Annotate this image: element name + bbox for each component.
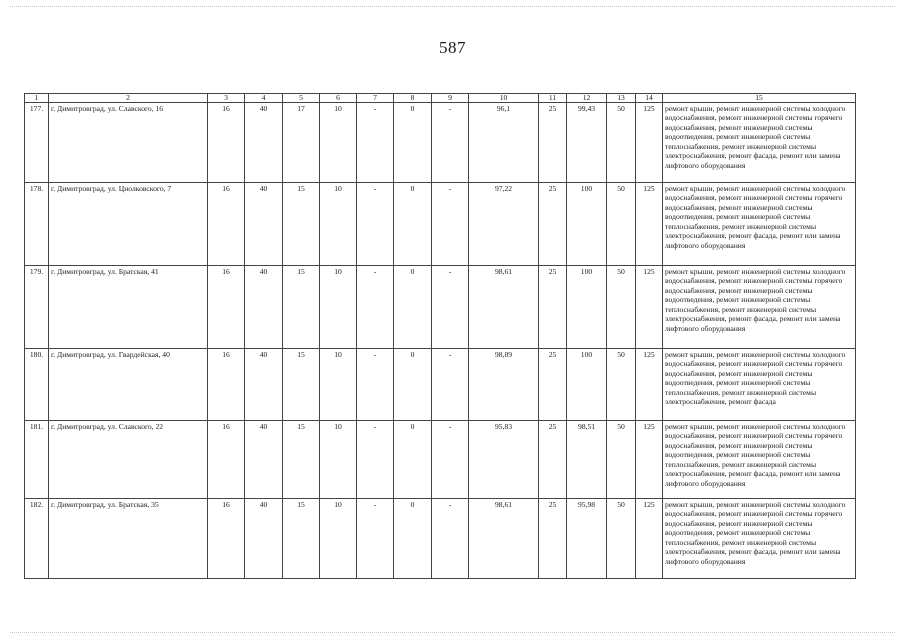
repair-works-cell: ремонт крыши, ремонт инженерной системы холодного водоснабжения, ремонт инженерной системы горячего водоснабжения, ремонт инженерной системы водоотведения, ремонт инженерной системы теплоснабжения, ремонт инженерной системы электроснабжения, ремонт фасада, ремонт или замена лифтового оборудования bbox=[663, 421, 856, 499]
value-cell: 125 bbox=[636, 349, 663, 421]
value-cell: - bbox=[357, 266, 394, 349]
value-cell: 100 bbox=[567, 349, 607, 421]
value-cell: 0 bbox=[394, 349, 432, 421]
row-number: 179. bbox=[25, 266, 49, 349]
value-cell: 97,22 bbox=[469, 183, 539, 266]
value-cell: 10 bbox=[320, 421, 357, 499]
value-cell: 10 bbox=[320, 349, 357, 421]
value-cell: 15 bbox=[283, 183, 320, 266]
value-cell: 125 bbox=[636, 421, 663, 499]
value-cell: 25 bbox=[539, 103, 567, 183]
housing-repair-table bbox=[24, 93, 856, 579]
value-cell: 25 bbox=[539, 499, 567, 579]
value-cell: 95,83 bbox=[469, 421, 539, 499]
address-cell: г. Димитровград, ул. Славского, 16 bbox=[49, 103, 208, 183]
value-cell: - bbox=[432, 266, 469, 349]
repair-works-cell: ремонт крыши, ремонт инженерной системы холодного водоснабжения, ремонт инженерной системы горячего водоснабжения, ремонт инженерной системы водоотведения, ремонт инженерной системы теплоснабжения, ремонт инженерной системы электроснабжения, ремонт фасада, ремонт или замена лифтового оборудования bbox=[663, 103, 856, 183]
column-header: 6 bbox=[320, 94, 357, 103]
address-cell: г. Димитровград, ул. Славского, 22 bbox=[49, 421, 208, 499]
value-cell: 40 bbox=[245, 421, 283, 499]
value-cell: 10 bbox=[320, 499, 357, 579]
page-number: 587 bbox=[439, 38, 466, 57]
column-header: 10 bbox=[469, 94, 539, 103]
value-cell: 15 bbox=[283, 266, 320, 349]
value-cell: - bbox=[357, 349, 394, 421]
value-cell: 40 bbox=[245, 499, 283, 579]
value-cell: 25 bbox=[539, 421, 567, 499]
repair-works-cell: ремонт крыши, ремонт инженерной системы холодного водоснабжения, ремонт инженерной системы горячего водоснабжения, ремонт инженерной системы водоотведения, ремонт инженерной системы теплоснабжения, ремонт инженерной системы электроснабжения, ремонт фасада, ремонт или замена лифтового оборудования bbox=[663, 183, 856, 266]
scan-edge-bottom bbox=[10, 632, 895, 634]
column-header: 12 bbox=[567, 94, 607, 103]
value-cell: 0 bbox=[394, 266, 432, 349]
value-cell: - bbox=[357, 103, 394, 183]
value-cell: 16 bbox=[208, 499, 245, 579]
value-cell: 125 bbox=[636, 266, 663, 349]
value-cell: 17 bbox=[283, 103, 320, 183]
column-header: 13 bbox=[607, 94, 636, 103]
value-cell: 50 bbox=[607, 266, 636, 349]
value-cell: 98,51 bbox=[567, 421, 607, 499]
value-cell: 50 bbox=[607, 421, 636, 499]
value-cell: 50 bbox=[607, 183, 636, 266]
value-cell: 50 bbox=[607, 349, 636, 421]
column-header: 14 bbox=[636, 94, 663, 103]
table-row bbox=[25, 349, 856, 421]
value-cell: 15 bbox=[283, 349, 320, 421]
value-cell: 10 bbox=[320, 103, 357, 183]
value-cell: 10 bbox=[320, 266, 357, 349]
value-cell: 25 bbox=[539, 349, 567, 421]
value-cell: 25 bbox=[539, 266, 567, 349]
value-cell: 40 bbox=[245, 349, 283, 421]
value-cell: - bbox=[357, 499, 394, 579]
value-cell: 16 bbox=[208, 183, 245, 266]
value-cell: - bbox=[432, 183, 469, 266]
value-cell: - bbox=[432, 103, 469, 183]
address-cell: г. Димитровград, ул. Братская, 35 bbox=[49, 499, 208, 579]
value-cell: 16 bbox=[208, 349, 245, 421]
column-header: 7 bbox=[357, 94, 394, 103]
row-number: 180. bbox=[25, 349, 49, 421]
table-row bbox=[25, 421, 856, 499]
column-number-row bbox=[25, 94, 856, 103]
value-cell: 15 bbox=[283, 499, 320, 579]
table-row bbox=[25, 266, 856, 349]
repair-works-cell: ремонт крыши, ремонт инженерной системы холодного водоснабжения, ремонт инженерной системы горячего водоснабжения, ремонт инженерной системы водоотведения, ремонт инженерной системы теплоснабжения, ремонт инженерной системы электроснабжения, ремонт фасада bbox=[663, 349, 856, 421]
column-header: 3 bbox=[208, 94, 245, 103]
value-cell: 25 bbox=[539, 183, 567, 266]
value-cell: - bbox=[432, 349, 469, 421]
value-cell: 16 bbox=[208, 421, 245, 499]
column-header: 8 bbox=[394, 94, 432, 103]
value-cell: 50 bbox=[607, 103, 636, 183]
value-cell: 10 bbox=[320, 183, 357, 266]
value-cell: 40 bbox=[245, 266, 283, 349]
value-cell: 50 bbox=[607, 499, 636, 579]
value-cell: 100 bbox=[567, 266, 607, 349]
value-cell: 98,61 bbox=[469, 499, 539, 579]
value-cell: - bbox=[432, 421, 469, 499]
value-cell: 95,98 bbox=[567, 499, 607, 579]
row-number: 182. bbox=[25, 499, 49, 579]
column-header: 2 bbox=[49, 94, 208, 103]
value-cell: 40 bbox=[245, 103, 283, 183]
value-cell: 125 bbox=[636, 499, 663, 579]
column-header: 5 bbox=[283, 94, 320, 103]
value-cell: 0 bbox=[394, 183, 432, 266]
table-row bbox=[25, 183, 856, 266]
value-cell: 16 bbox=[208, 266, 245, 349]
value-cell: 99,43 bbox=[567, 103, 607, 183]
column-header: 15 bbox=[663, 94, 856, 103]
repair-works-cell: ремонт крыши, ремонт инженерной системы холодного водоснабжения, ремонт инженерной системы горячего водоснабжения, ремонт инженерной системы водоотведения, ремонт инженерной системы теплоснабжения, ремонт инженерной системы электроснабжения, ремонт фасада, ремонт или замена лифтового оборудования bbox=[663, 499, 856, 579]
column-header: 1 bbox=[25, 94, 49, 103]
row-number: 177. bbox=[25, 103, 49, 183]
address-cell: г. Димитровград, ул. Гвардейская, 40 bbox=[49, 349, 208, 421]
column-header: 11 bbox=[539, 94, 567, 103]
value-cell: 16 bbox=[208, 103, 245, 183]
column-header: 9 bbox=[432, 94, 469, 103]
column-header: 4 bbox=[245, 94, 283, 103]
repair-works-cell: ремонт крыши, ремонт инженерной системы холодного водоснабжения, ремонт инженерной системы горячего водоснабжения, ремонт инженерной системы водоотведения, ремонт инженерной системы теплоснабжения, ремонт инженерной системы электроснабжения, ремонт фасада, ремонт или замена лифтового оборудования bbox=[663, 266, 856, 349]
scan-edge-top bbox=[10, 6, 895, 8]
row-number: 181. bbox=[25, 421, 49, 499]
address-cell: г. Димитровград, ул. Братская, 41 bbox=[49, 266, 208, 349]
value-cell: - bbox=[432, 499, 469, 579]
value-cell: 0 bbox=[394, 103, 432, 183]
table-row bbox=[25, 103, 856, 183]
value-cell: - bbox=[357, 421, 394, 499]
row-number: 178. bbox=[25, 183, 49, 266]
value-cell: 100 bbox=[567, 183, 607, 266]
value-cell: 125 bbox=[636, 183, 663, 266]
value-cell: 96,1 bbox=[469, 103, 539, 183]
table-row bbox=[25, 499, 856, 579]
value-cell: 125 bbox=[636, 103, 663, 183]
value-cell: 15 bbox=[283, 421, 320, 499]
address-cell: г. Димитровград, ул. Циолковского, 7 bbox=[49, 183, 208, 266]
value-cell: 98,89 bbox=[469, 349, 539, 421]
value-cell: - bbox=[357, 183, 394, 266]
value-cell: 40 bbox=[245, 183, 283, 266]
value-cell: 0 bbox=[394, 421, 432, 499]
value-cell: 0 bbox=[394, 499, 432, 579]
value-cell: 98,61 bbox=[469, 266, 539, 349]
